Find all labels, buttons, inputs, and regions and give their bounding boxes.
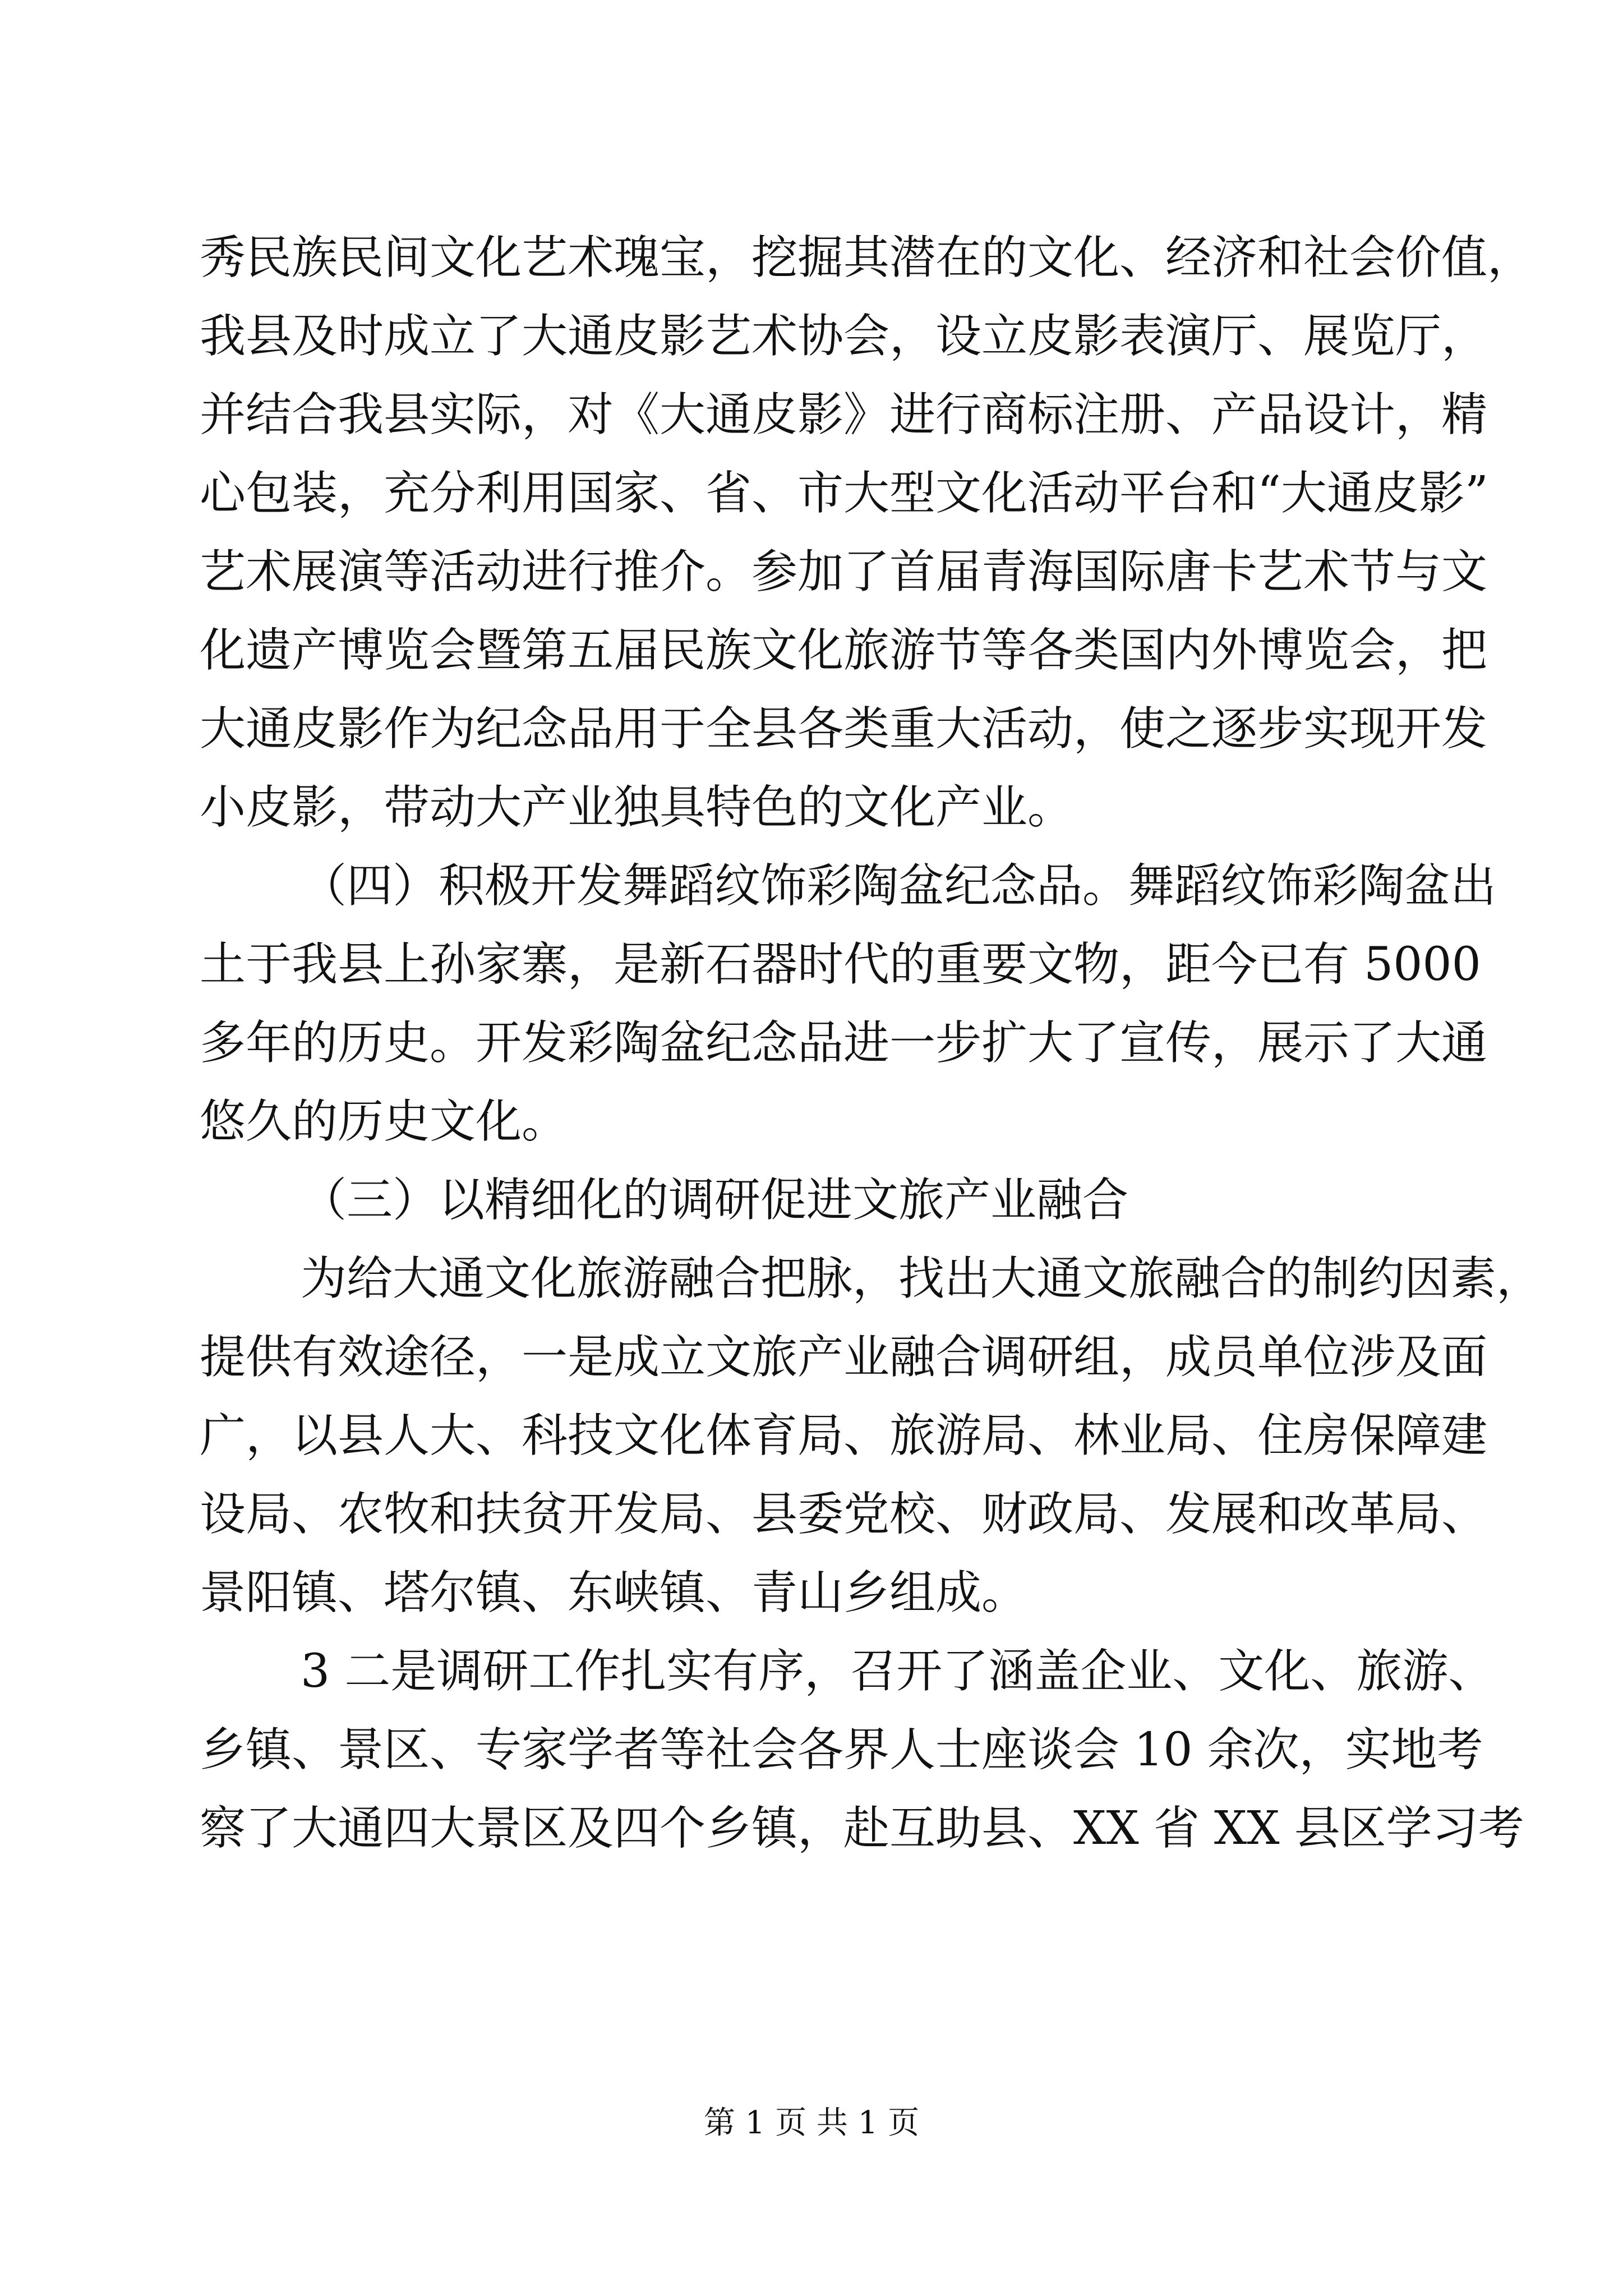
text-line: 广，以县人大、科技文化体育局、旅游局、林业局、住房保障建 [200,1409,1488,1462]
document-body [200,219,1543,1868]
section-heading: （三）以精细化的调研促进文旅产业融合 [301,1174,1129,1227]
text-line: 乡镇、景区、专家学者等社会各界人士座谈会 10 余次，实地考 [200,1723,1483,1777]
page-number-label: 第 1 页 共 1 页 [703,2105,920,2141]
text-line: 大通皮影作为纪念品用于全县各类重大活动，使之逐步实现开发 [200,702,1488,756]
text-line: 景阳镇、塔尔镇、东峡镇、青山乡组成。 [200,1566,1028,1619]
text-line: 察了大通四大景区及四个乡镇，赴互助县、XX 省 XX 县区学习考 [200,1802,1524,1855]
text-line: 化遗产博览会暨第五届民族文化旅游节等各类国内外博览会，把 [200,624,1488,677]
text-line: 土于我县上孙家寨，是新石器时代的重要文物，距今已有 5000 [200,938,1481,991]
page-footer [0,2101,1623,2146]
text-line: 秀民族民间文化艺术瑰宝，挖掘其潜在的文化、经济和社会价值， [200,231,1534,284]
text-line: 我县及时成立了大通皮影艺术协会，设立皮影表演厅、展览厅， [200,310,1488,363]
paragraph-first-line: （四）积极开发舞蹈纹饰彩陶盆纪念品。舞蹈纹饰彩陶盆出 [301,859,1497,913]
paragraph-first-line: 3 二是调研工作扎实有序，召开了涵盖企业、文化、旅游、 [301,1645,1495,1698]
text-line: 悠久的历史文化。 [200,1095,568,1148]
text-line: 设局、农牧和扶贫开发局、县委党校、财政局、发展和改革局、 [200,1488,1488,1541]
paragraph-first-line: 为给大通文化旅游融合把脉，找出大通文旅融合的制约因素， [301,1252,1543,1305]
text-line: 并结合我县实际，对《大通皮影》进行商标注册、产品设计，精 [200,388,1488,441]
text-line: 多年的历史。开发彩陶盆纪念品进一步扩大了宣传，展示了大通 [200,1016,1488,1070]
text-line: 小皮影，带动大产业独具特色的文化产业。 [200,781,1074,834]
text-line: 艺术展演等活动进行推介。参加了首届青海国际唐卡艺术节与文 [200,545,1488,599]
text-line: 心包装，充分利用国家、省、市大型文化活动平台和“大通皮影” [200,467,1488,520]
text-line: 提供有效途径，一是成立文旅产业融合调研组，成员单位涉及面 [200,1331,1488,1384]
